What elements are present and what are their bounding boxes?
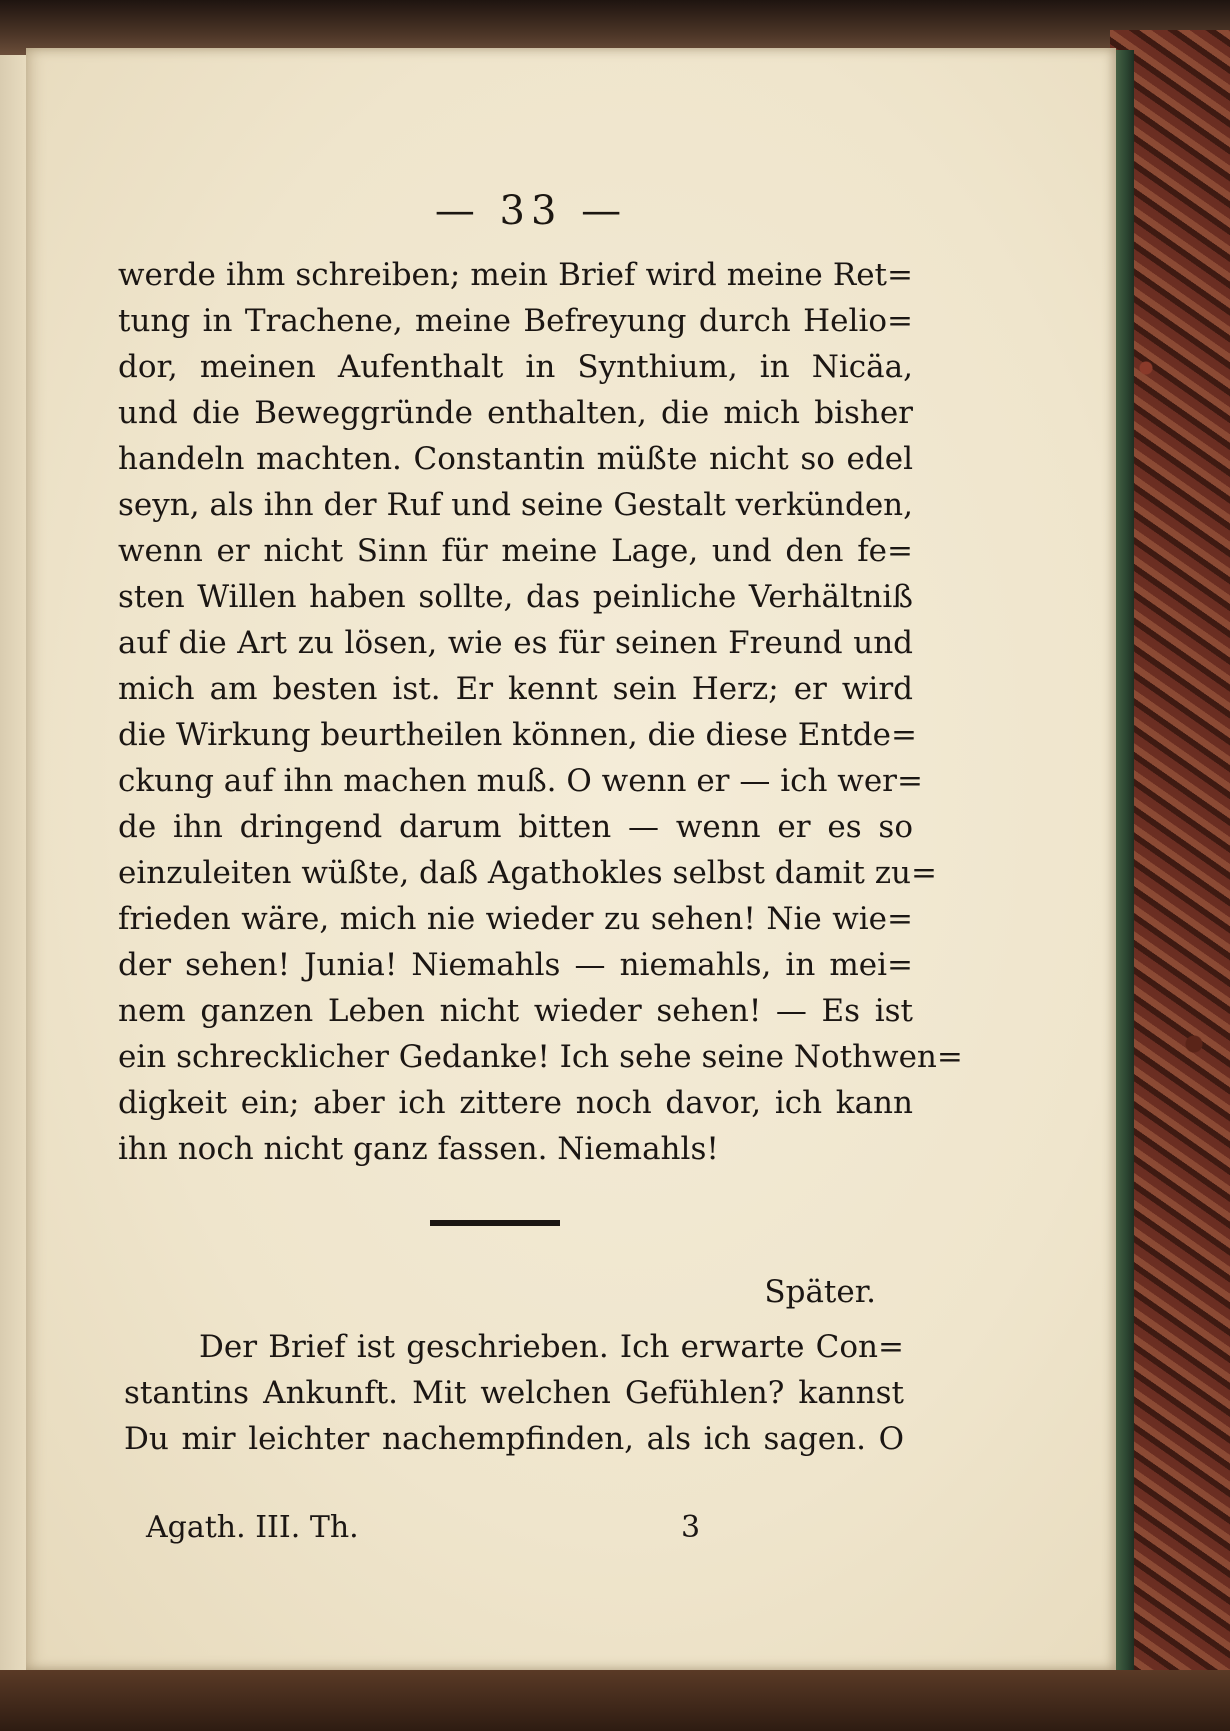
text-line: ckung auf ihn machen muß. O wenn er — ich wer= <box>118 763 923 799</box>
text-line: mich am besten ist. Er kennt sein Herz; er wird <box>118 671 913 707</box>
text-line: de ihn dringend darum bitten — wenn er es so <box>118 809 913 845</box>
facing-page-edge <box>0 55 26 1675</box>
text-line: Der Brief ist geschrieben. Ich erwarte Con= <box>199 1329 904 1365</box>
section-heading: Später. <box>764 1274 876 1310</box>
text-line: der sehen! Junia! Niemahls — niemahls, in mei= <box>118 947 913 983</box>
text-line: und die Beweggründe enthalten, die mich bisher <box>118 395 913 431</box>
text-line: ein schrecklicher Gedanke! Ich sehe seine Nothwen= <box>118 1039 963 1075</box>
text-line: handeln machten. Constantin müßte nicht so edel <box>118 441 913 477</box>
sheet-number: 3 <box>681 1510 701 1545</box>
top-edge <box>0 0 1230 55</box>
text-line: sten Willen haben sollte, das peinliche Verhältniß <box>118 579 913 615</box>
text-line: tung in Trachene, meine Befreyung durch Helio= <box>118 303 913 339</box>
page-footer <box>146 1510 756 1550</box>
text-line: einzuleiten wüßte, daß Agathokles selbst damit zu= <box>118 855 937 891</box>
text-line: seyn, als ihn der Ruf und seine Gestalt verkünden, <box>118 487 913 523</box>
text-line: nem ganzen Leben nicht wieder sehen! — Es ist <box>118 993 913 1029</box>
section-divider <box>430 1220 560 1226</box>
book-page <box>26 48 1116 1670</box>
letter-text <box>124 1324 904 1462</box>
text-line: frieden wäre, mich nie wieder zu sehen! Nie wie= <box>118 901 913 937</box>
text-line: digkeit ein; aber ich zittere noch davor, ich kann <box>118 1085 913 1121</box>
body-text <box>118 252 963 1172</box>
text-line: stantins Ankunft. Mit welchen Gefühlen? kannst <box>124 1375 904 1411</box>
text-line: wenn er nicht Sinn für meine Lage, und den fe= <box>118 533 913 569</box>
text-line: werde ihm schreiben; mein Brief wird meine Ret= <box>118 257 913 293</box>
text-line: die Wirkung beurtheilen können, die diese Entde= <box>118 717 917 753</box>
page-number: — 33 — <box>434 188 628 234</box>
signature-mark: Agath. III. Th. <box>146 1510 359 1545</box>
bottom-edge <box>0 1670 1230 1731</box>
text-line: dor, meinen Aufenthalt in Synthium, in Nicäa, <box>118 349 913 385</box>
text-line: Du mir leichter nachempfinden, als ich sagen. O <box>124 1421 904 1457</box>
text-line: ihn noch nicht ganz fassen. Niemahls! <box>118 1131 719 1167</box>
text-line: auf die Art zu lösen, wie es für seinen Freund und <box>118 625 913 661</box>
